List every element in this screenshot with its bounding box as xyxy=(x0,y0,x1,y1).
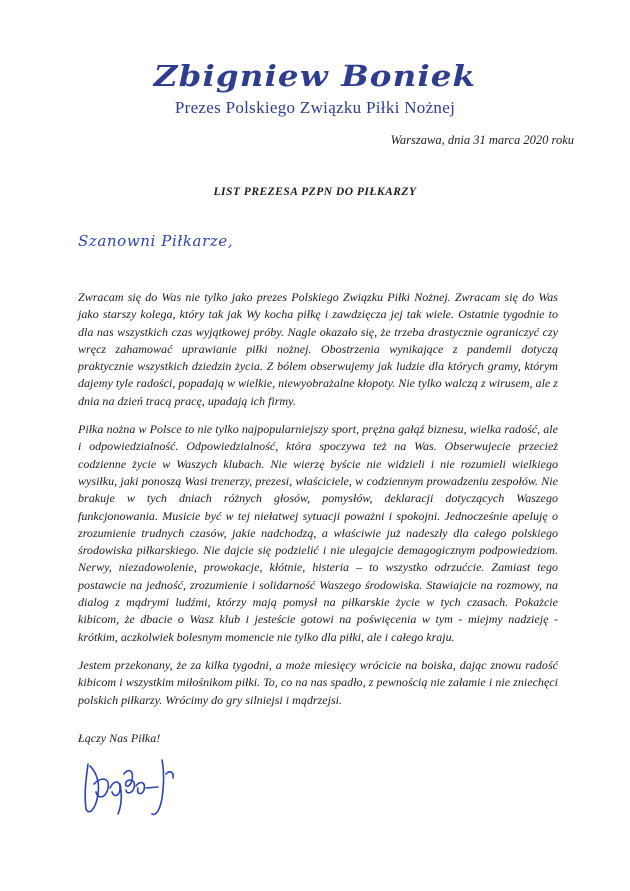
body-paragraph: Jestem przekonany, że za kilka tygodni, a może miesięcy wrócicie na boiska, dając znowu radość kibicom i wszystkim miłośnikom piłki. To, co na nas spadło, z pewnością nie załamie i nie zniechęci polskich piłkarzy. Wrócimy do gry silniejsi i mądrzejsi. xyxy=(78,657,558,707)
body-paragraph: Zwracam się do Was nie tylko jako prezes Polskiego Związku Piłki Nożnej. Zwracam się do Was jako starszy kolega, który tak jak Wy kocha piłkę i zawdzięcza jej tak wiele. Ostatnie tygodnie to dla nas wszystkich czas wyjątkowej próby. Nagle okazało się, że trzeba drastycznie ograniczyć czy wręcz zahamować uprawianie piłki nożnej. Obostrzenia wynikające z pandemii dotyczą praktycznie wszystkich dziedzin życia. Z bólem obserwujemy jak ludzie dla których gramy, którym dajemy tyle radości, popadają w wielkie, niewyobrażalne kłopoty. Nie tylko walczą z wirusem, ale z dnia na dzień tracą pracę, upadają ich firmy. xyxy=(78,290,558,408)
letter-title: LIST PREZESA PZPN DO PIŁKARZY xyxy=(213,186,417,198)
handwritten-signature xyxy=(76,754,188,820)
letter-closing: Łączy Nas Piłka! xyxy=(78,731,161,745)
body-paragraph: Piłka nożna w Polsce to nie tylko najpopularniejszy sport, prężna gałąź biznesu, wielka radość, ale i odpowiedzialność. Odpowiedzialność, która spoczywa też na Was. Obserwujecie przecież codzienne życie w Waszych klubach. Nie wierzę byście nie widzieli i nie rozumieli wielkiego wysiłku, jaki ponoszą Wasi trenerzy, prezesi, właściciele, w codziennym prowadzeniu zespołów. Nie brakuje w tych dniach różnych głosów, pomysłów, deklaracji dotyczących Waszego funkcjonowania. Musicie być w tej niełatwej sytuacji poważni i spokojni. Jednocześnie apeluję o zrozumienie trudnych czasów, jakie nadchodzą, a właściwie już nadeszły dla całego polskiego środowiska piłkarskiego. Nie dajcie się podzielić i nie ulegajcie demagogicznym podpowiedziom. Nerwy, niezadowolenie, prowokacje, kłótnie, histeria – to wszystko odrzućcie. Zamiast tego postawcie na jedność, zrozumienie i solidarność Waszego środowiska. Stawiajcie na rozmowy, na dialog z mądrymi ludźmi, którzy mają pomysł na piłkarskie życie w tych czasach. Pokażcie kibicom, że dbacie o Wasz klub i jesteście gotowi na poświęcenia w tym - miejmy nadzieję - krótkim, aczkolwiek bolesnym momencie nie tylko dla piłki, ale i całego kraju. xyxy=(78,422,558,644)
letterhead-subtitle: Prezes Polskiego Związku Piłki Nożnej xyxy=(174,98,456,117)
letterhead-name: Zbigniew Boniek xyxy=(153,59,477,93)
letter-body xyxy=(78,289,558,720)
handwritten-salutation: Szanowni Piłkarze, xyxy=(78,232,234,250)
letter-date: Warszawa, dnia 31 marca 2020 roku xyxy=(390,133,574,147)
letterhead xyxy=(0,58,630,119)
